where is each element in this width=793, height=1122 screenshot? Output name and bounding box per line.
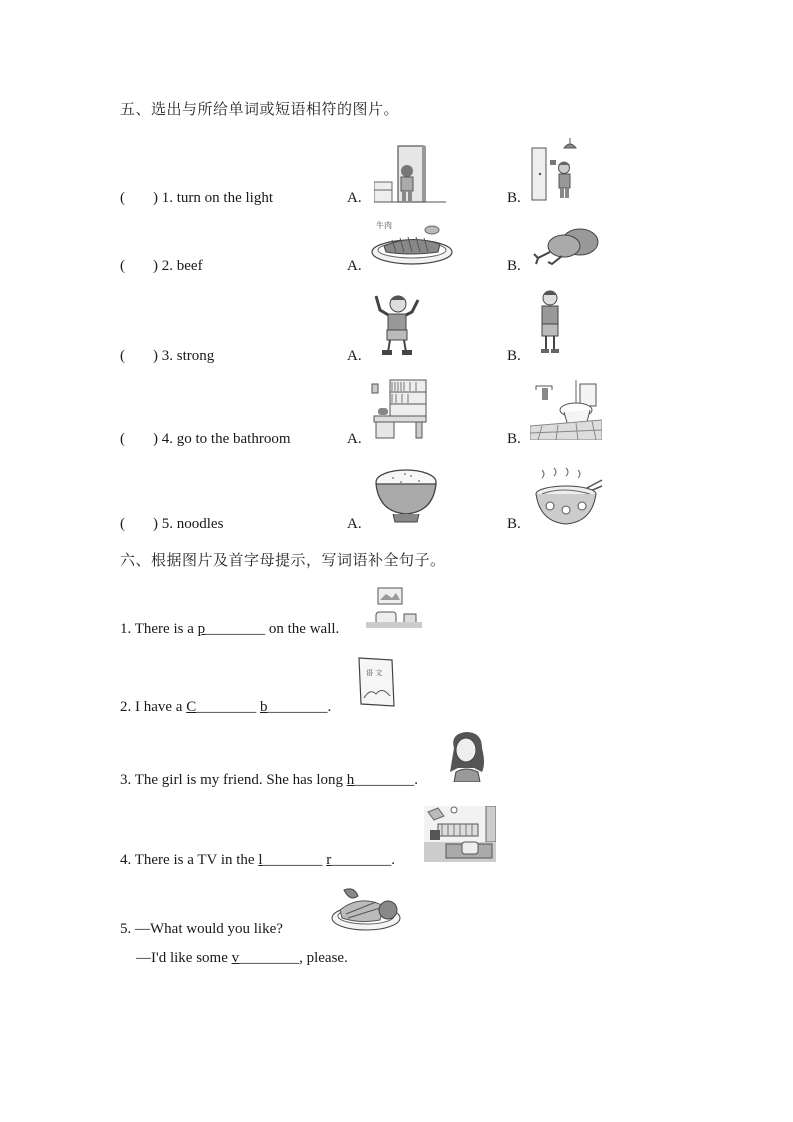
strong-boy-flexing-image[interactable] xyxy=(372,290,422,358)
option-a-label: A. xyxy=(347,190,362,206)
option-a-label: A. xyxy=(347,348,362,364)
hint-letter: r xyxy=(326,852,332,868)
question-number: 2. xyxy=(161,258,173,274)
option-a-label: A. xyxy=(347,516,362,532)
option-b-label: B. xyxy=(507,516,521,532)
option-b-label: B. xyxy=(507,431,521,447)
living-room-image[interactable] xyxy=(424,806,496,862)
sentence-text: There is a xyxy=(134,621,198,637)
sentence-text: on the wall. xyxy=(265,621,340,637)
sentence-number: 2. xyxy=(120,699,132,715)
sentence-text: . xyxy=(414,772,419,788)
hint-letter: h xyxy=(346,772,355,788)
sentence-number: 4. xyxy=(120,852,132,868)
fill-blank[interactable]: ________ xyxy=(267,699,328,715)
question-row-1 xyxy=(120,190,273,207)
beef-label: 牛肉 xyxy=(376,221,392,230)
section-6-heading: 六、根据图片及首字母提示，写词语补全句子。 xyxy=(120,551,446,569)
chicken-legs-image[interactable] xyxy=(532,222,602,268)
answer-bracket-open[interactable]: ( xyxy=(120,258,125,274)
answer-bracket-close: ) xyxy=(153,431,158,447)
rice-bowl-image[interactable] xyxy=(373,466,439,526)
fill-blank[interactable]: ________ xyxy=(196,699,257,715)
fill-blank[interactable]: ________ xyxy=(205,621,266,637)
option-a-label: A. xyxy=(347,431,362,447)
answer-bracket-close: ) xyxy=(153,516,158,532)
sentence-text: There is a TV in the xyxy=(134,852,259,868)
answer-bracket-open[interactable]: ( xyxy=(120,431,125,447)
option-b-label: B. xyxy=(507,190,521,206)
vegetables-plate-image[interactable] xyxy=(330,880,404,934)
boy-switching-on-light-image[interactable] xyxy=(530,138,580,202)
sentence-number: 1. xyxy=(120,621,132,637)
question-text: go to the bathroom xyxy=(176,431,291,447)
fill-sentence-4 xyxy=(120,852,395,869)
fill-blank[interactable]: ________ xyxy=(331,852,392,868)
fill-sentence-1 xyxy=(120,621,339,638)
hint-letter: v xyxy=(231,950,240,966)
sentence-text: —I'd like some xyxy=(136,950,232,966)
sentence-number: 3. xyxy=(120,772,132,788)
fill-blank[interactable]: ________ xyxy=(354,772,415,788)
girl-long-hair-image[interactable] xyxy=(446,728,488,782)
sentence-text: —What would you like? xyxy=(135,921,283,937)
chinese-book-image[interactable] xyxy=(356,656,396,708)
answer-bracket-close: ) xyxy=(153,258,158,274)
fill-blank[interactable]: ________ xyxy=(239,950,300,966)
answer-bracket-close: ) xyxy=(153,348,158,364)
hint-letter: C xyxy=(186,699,197,715)
question-text: strong xyxy=(176,348,215,364)
sentence-text: . xyxy=(327,699,332,715)
answer-bracket-close: ) xyxy=(153,190,158,206)
boy-opening-door-image[interactable] xyxy=(374,144,446,206)
fill-sentence-3 xyxy=(120,772,418,789)
option-b-label: B. xyxy=(507,258,521,274)
hint-letter: l xyxy=(258,852,263,868)
hint-letter: p xyxy=(197,621,206,637)
question-number: 1. xyxy=(161,190,173,206)
sentence-text: , please. xyxy=(299,950,348,966)
sentence-number: 5. xyxy=(120,921,132,937)
fill-sentence-5-question xyxy=(120,921,283,938)
question-number: 5. xyxy=(161,516,173,532)
question-row-2 xyxy=(120,258,203,275)
sentence-text: I have a xyxy=(135,699,187,715)
boy-standing-image[interactable] xyxy=(536,288,564,356)
beef-plate-image[interactable] xyxy=(370,220,454,268)
section-5-heading: 五、选出与所给单词或短语相符的图片。 xyxy=(120,100,400,118)
question-text: noodles xyxy=(176,516,224,532)
question-row-3 xyxy=(120,348,214,365)
study-desk-bookshelf-image[interactable] xyxy=(370,378,430,440)
answer-bracket-open[interactable]: ( xyxy=(120,190,125,206)
fill-sentence-5-answer xyxy=(136,950,348,967)
picture-on-wall-image[interactable] xyxy=(366,586,422,632)
fill-sentence-2 xyxy=(120,699,331,716)
answer-bracket-open[interactable]: ( xyxy=(120,348,125,364)
option-a-label: A. xyxy=(347,258,362,274)
fill-blank[interactable]: ________ xyxy=(262,852,323,868)
sentence-text: The girl is my friend. She has long xyxy=(134,772,347,788)
question-row-4 xyxy=(120,431,290,448)
hint-letter: b xyxy=(259,699,268,715)
question-number: 4. xyxy=(161,431,173,447)
question-text: turn on the light xyxy=(176,190,273,206)
sentence-text: . xyxy=(391,852,395,868)
question-text: beef xyxy=(176,258,203,274)
question-row-5 xyxy=(120,516,223,533)
book-title-label: 语 文 xyxy=(366,669,383,677)
bathroom-toilet-image[interactable] xyxy=(530,380,602,440)
noodle-bowl-image[interactable] xyxy=(532,466,604,528)
answer-bracket-open[interactable]: ( xyxy=(120,516,125,532)
option-b-label: B. xyxy=(507,348,521,364)
question-number: 3. xyxy=(161,348,173,364)
